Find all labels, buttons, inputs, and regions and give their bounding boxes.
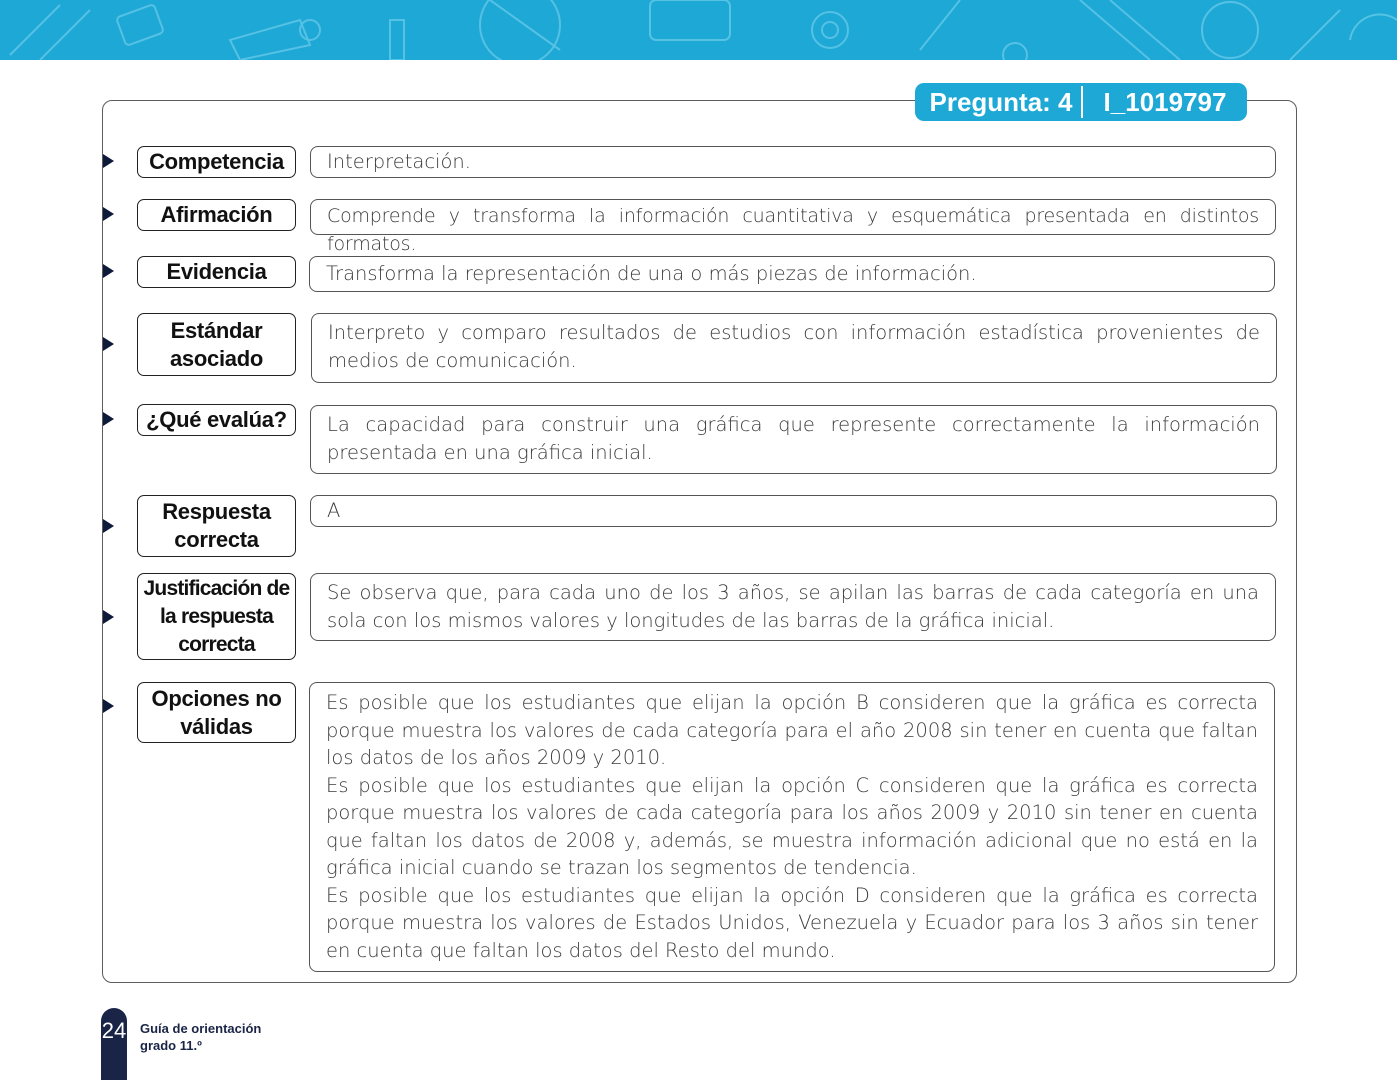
content-text: Interpretación. [327,150,471,173]
label-evidencia: Evidencia [137,256,296,288]
content-competencia [310,146,1276,178]
content-text: A [327,499,341,522]
content-afirmacion [310,199,1276,255]
guide-line1: Guía de orientación [140,1021,262,1036]
guide-line2: grado 11.º [140,1038,202,1053]
label-que-evalua: ¿Qué evalúa? [137,404,296,436]
content-text: La capacidad para construir una gráfica que represente correctamente la información presentada en una gráfica inicial. [327,413,1260,464]
question-tab [915,83,1247,121]
row-arrow-icon [103,519,114,533]
content-opciones-no-validas [309,682,1275,972]
row-arrow-icon [103,264,114,278]
question-label: Pregunta: 4 [929,86,1073,117]
row-arrow-icon [103,154,114,168]
invalid-option-b: Es posible que los estudiantes que elijan la opción B consideren que la gráfica es correcta porque muestra los valores de cada categoría para el año 2008 sin tener en cuenta que faltan los datos de los años 2009 y 2010. [326,691,1258,769]
header-banner [0,0,1397,60]
invalid-option-c: Es posible que los estudiantes que elijan la opción C consideren que la gráfica es correcta porque muestra los valores de cada categoría para los años 2009 y 2010 sin tener en cuenta que faltan los datos de 2008 y, además, se muestra información adicional que no está en la gráfica inicial cuando se trazan los segmentos de tendencia. [326,773,1258,879]
row-arrow-icon [103,207,114,221]
page-number: 24 [101,1018,127,1043]
row-arrow-icon [103,610,114,624]
guide-title [140,1020,261,1054]
item-code: I_1019797 [1103,86,1227,117]
content-text: Interpreto y comparo resultados de estudios con información estadística provenientes de medios de comunicación. [328,321,1260,372]
label-afirmacion: Afirmación [137,199,296,231]
content-respuesta-correcta [310,495,1277,527]
row-arrow-icon [103,337,114,351]
school-doodles-pattern [0,0,1397,60]
label-justificacion: Justificación de la respuesta correcta [137,573,296,660]
label-competencia: Competencia [137,146,296,178]
content-estandar-asociado [311,313,1277,383]
content-justificacion [310,573,1276,641]
content-que-evalua [310,405,1277,474]
row-arrow-icon [103,412,114,426]
content-text: Se observa que, para cada uno de los 3 años, se apilan las barras de cada categoría en una sola con los mismos valores y longitudes de las barras de la gráfica inicial. [327,581,1259,632]
content-evidencia [309,256,1275,292]
label-respuesta-correcta: Respuesta correcta [137,495,296,557]
content-text: Transforma la representación de una o más piezas de información. [326,262,977,285]
invalid-option-d: Es posible que los estudiantes que elijan la opción D consideren que la gráfica es correcta porque muestra los valores de Estados Unidos, Venezuela y Ecuador para los 3 años sin tener en cuenta que faltan los datos del Resto del mundo. [326,883,1258,962]
label-estandar-asociado: Estándar asociado [137,313,296,376]
content-text: Comprende y transforma la información cuantitativa y esquemática presentada en distintos formatos. [327,205,1259,255]
row-arrow-icon [103,699,114,713]
label-opciones-no-validas: Opciones no válidas [137,682,296,743]
